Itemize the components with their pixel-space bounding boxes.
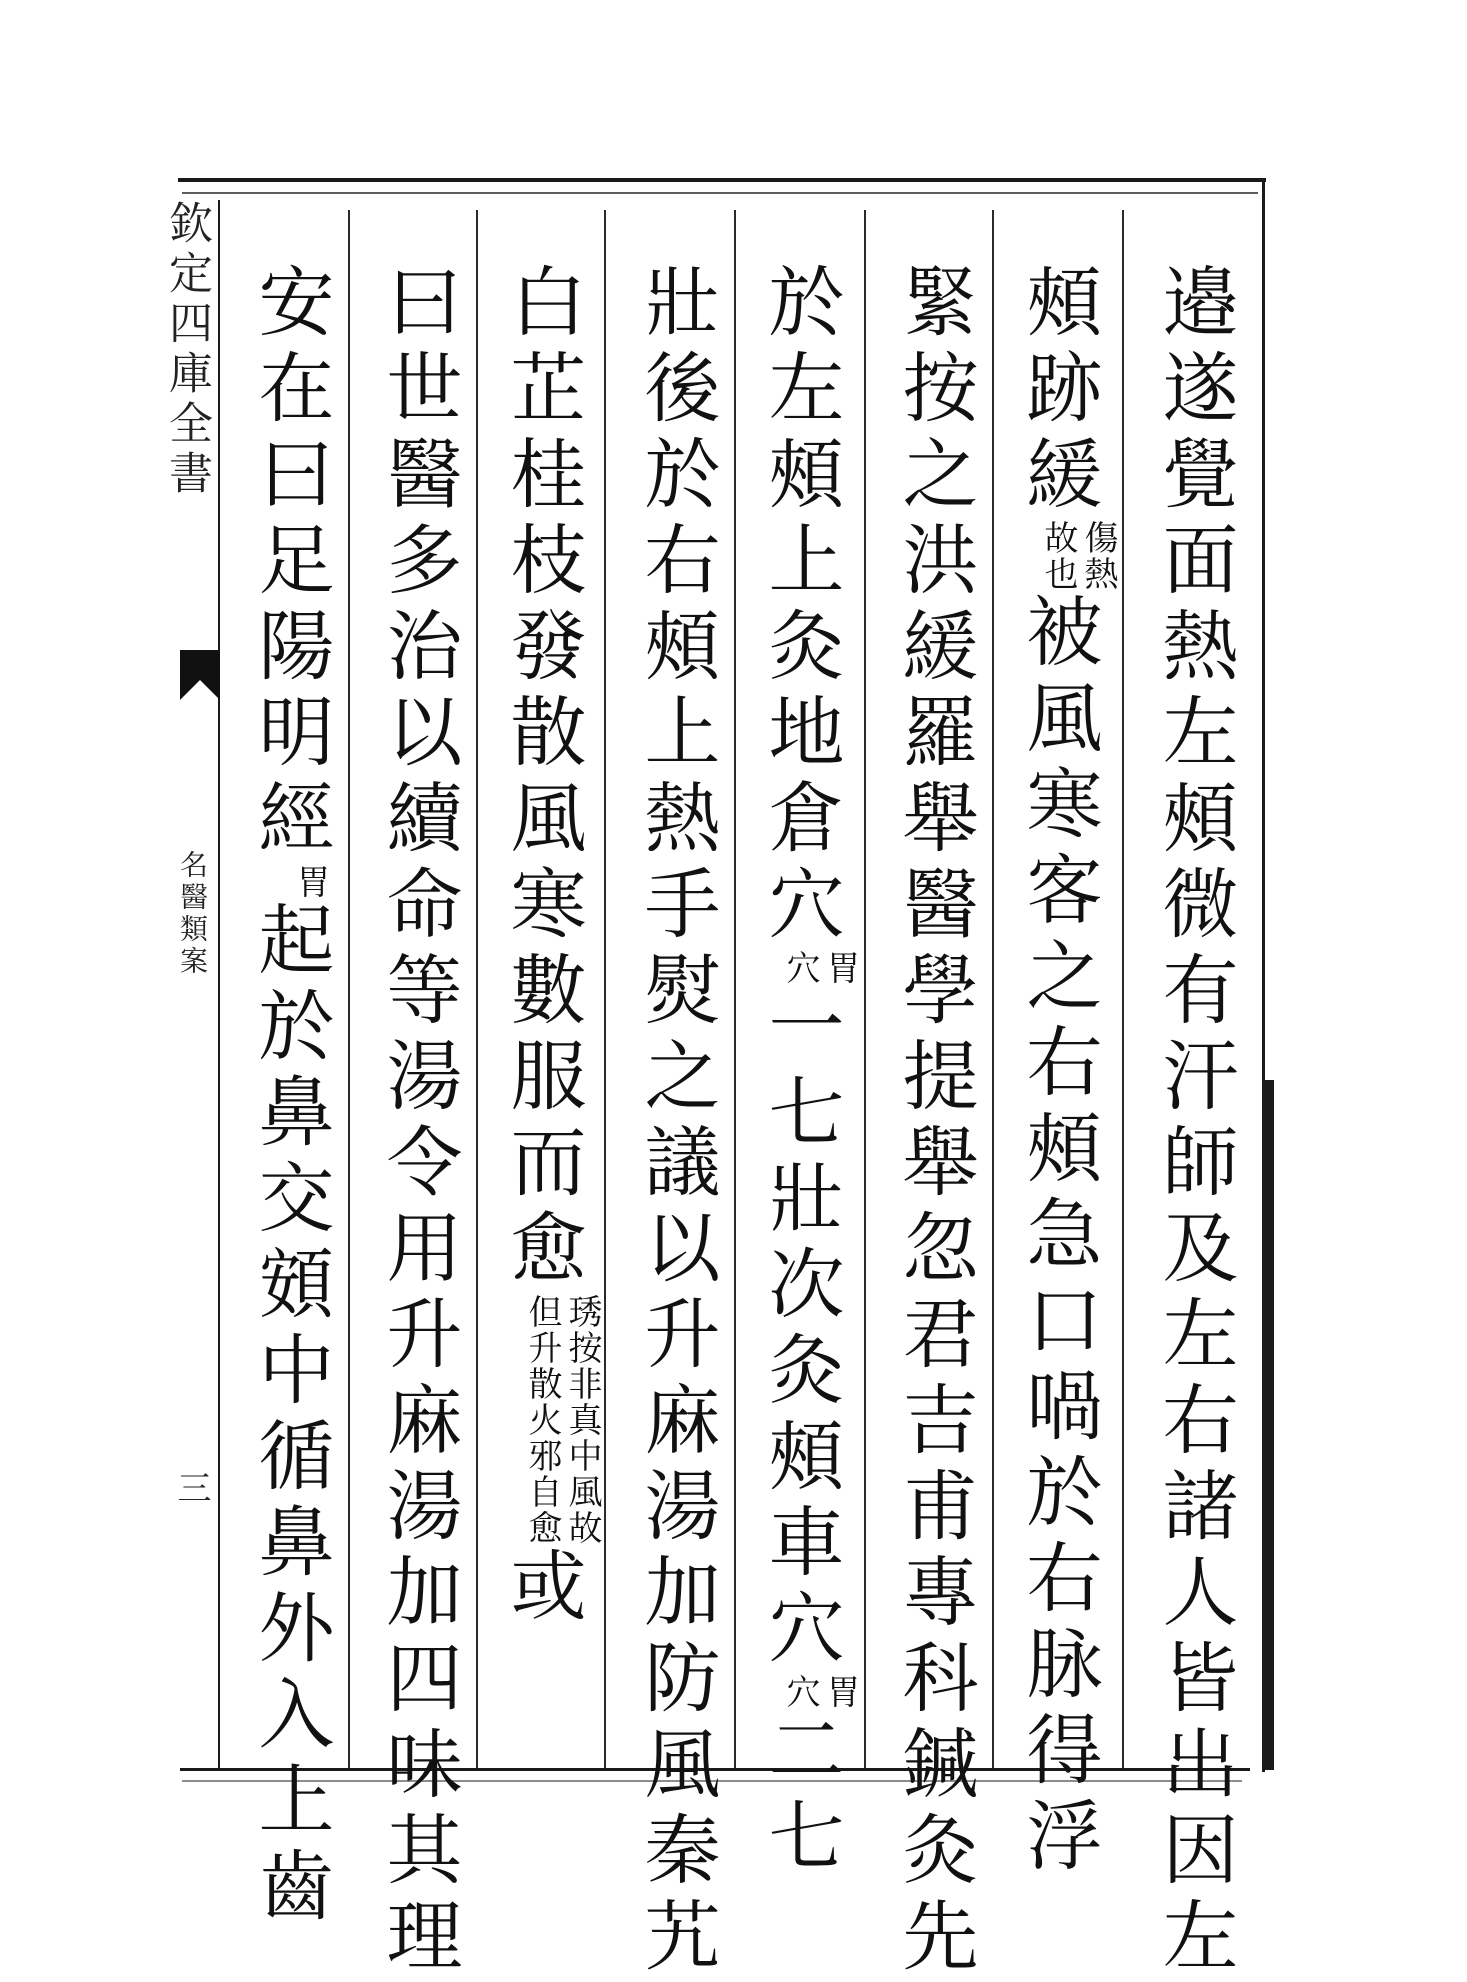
column-text-continued: 或	[498, 1546, 587, 1632]
margin-title: 欽定四庫全書	[161, 200, 212, 500]
text-column-7	[362, 262, 474, 1982]
column-text: 安在曰足陽明經	[246, 262, 335, 864]
margin-book-title: 名醫類案	[176, 850, 209, 978]
interlinear-note	[780, 950, 860, 986]
text-column-5	[620, 262, 732, 1982]
note-line: 傷熱	[1078, 520, 1118, 592]
text-column-6	[490, 262, 602, 1762]
top-border-inner	[182, 192, 1258, 194]
right-edge-bar	[1264, 1080, 1274, 1770]
spine-line	[218, 200, 220, 1770]
column-text-continued: 一七壯次灸頰車穴	[756, 986, 845, 1674]
note-line: 胃	[290, 864, 330, 900]
note-line: 穴	[780, 1674, 820, 1710]
column-divider	[1122, 210, 1124, 1768]
interlinear-note	[522, 1294, 602, 1546]
interlinear-note	[1038, 520, 1118, 592]
fishtail-mark	[180, 650, 220, 700]
column-divider	[734, 210, 736, 1768]
column-text: 於左頰上灸地倉穴	[756, 262, 845, 950]
note-line: 胃	[820, 1674, 860, 1710]
note-line: 穴	[780, 950, 820, 986]
interlinear-note	[780, 1674, 860, 1710]
note-line: 但升散火邪自愈	[522, 1294, 562, 1546]
column-text: 頰跡緩	[1014, 262, 1103, 520]
column-text-continued: 被風寒客之右頰急口喎於右脉得浮	[1014, 592, 1103, 1882]
column-text-continued: 起於鼻交頞中循鼻外入上齒	[246, 900, 335, 1932]
text-column-1	[1138, 262, 1250, 1982]
column-divider	[348, 210, 350, 1768]
column-text: 曰世醫多治以續命等湯令用升麻湯加四味其理	[374, 262, 463, 1982]
text-column-4	[748, 262, 860, 1882]
text-column-8	[234, 262, 346, 1932]
interlinear-note	[290, 864, 330, 900]
note-line: 琇按非真中風故	[562, 1294, 602, 1546]
column-text: 白芷桂枝發散風寒數服而愈	[498, 262, 587, 1294]
text-column-2	[1006, 262, 1118, 1882]
note-line: 故也	[1038, 520, 1078, 592]
column-text: 壯後於右頰上熱手熨之議以升麻湯加防風秦艽	[632, 262, 721, 1982]
column-divider	[992, 210, 994, 1768]
column-text: 緊按之洪緩羅舉醫學提舉忽君吉甫專科鍼灸先	[890, 262, 979, 1982]
margin-page-number: 三	[171, 1470, 211, 1504]
column-divider	[476, 210, 478, 1768]
column-divider	[864, 210, 866, 1768]
column-text-continued: 二七	[756, 1710, 845, 1882]
top-border	[178, 178, 1266, 182]
column-text: 邉遂覺面熱左頰微有汗師及左右諸人皆出因左	[1150, 262, 1239, 1982]
column-divider	[604, 210, 606, 1768]
note-line: 胃	[820, 950, 860, 986]
text-column-3	[878, 262, 990, 1982]
